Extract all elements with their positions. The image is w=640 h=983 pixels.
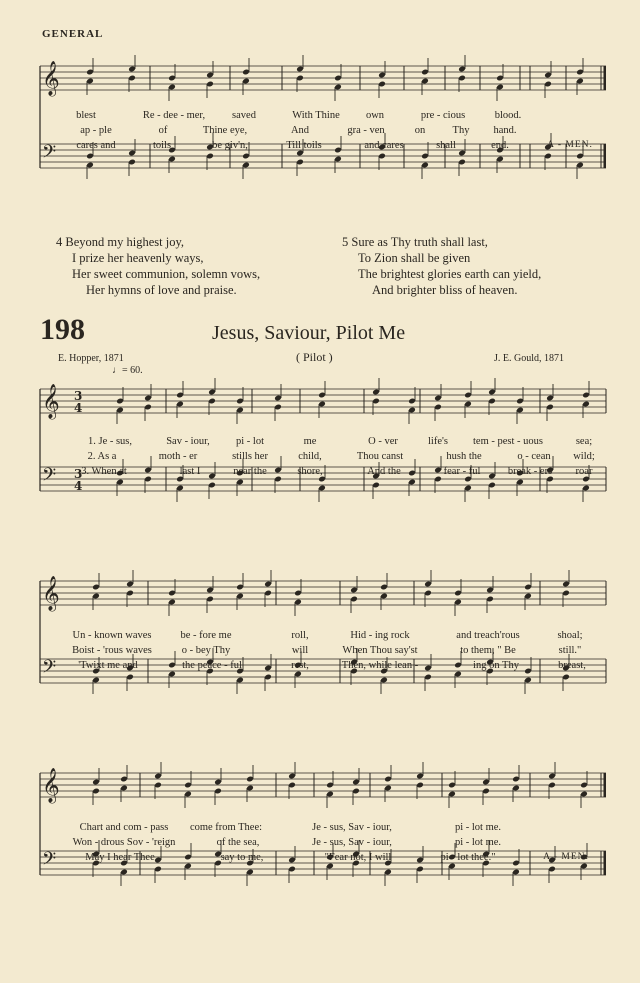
verse-number: 4 xyxy=(56,235,63,249)
lyric-syllable: Hid - ing rock xyxy=(350,630,410,641)
verse-line: The brightest glories earth can yield, xyxy=(358,267,542,281)
lyric-syllable: blood. xyxy=(494,110,522,121)
treble-clef-icon: 𝄞 xyxy=(42,61,60,96)
lyric-syllable: Till toils xyxy=(286,140,322,151)
lyric-syllable: And xyxy=(290,125,310,136)
lyric-syllable: blest xyxy=(76,110,96,121)
lyric-syllable: sea; xyxy=(575,436,593,447)
lyric-syllable: pre - cious xyxy=(420,110,466,121)
hymn-title: Jesus, Saviour, Pilot Me xyxy=(212,322,406,344)
final-barline xyxy=(604,66,607,90)
lyric-syllable: breast, xyxy=(558,660,586,671)
lyric-syllable: and cares xyxy=(364,140,404,151)
final-barline xyxy=(604,144,607,168)
verse-4 xyxy=(56,234,260,298)
lyric-syllable: ap - ple xyxy=(80,125,112,136)
lyric-syllable: moth - er xyxy=(158,451,198,462)
verse-line: And brighter bliss of heaven. xyxy=(372,283,518,297)
lyric-syllable: When Thou say'st xyxy=(342,645,418,656)
lyric-syllable: come from Thee: xyxy=(189,822,263,833)
lyric-syllable: Sav - iour, xyxy=(166,436,210,447)
bass-clef-icon: 𝄢 xyxy=(42,657,57,682)
lyric-syllable: Un - known waves xyxy=(72,630,152,641)
lyric-syllable: will xyxy=(291,645,309,656)
lyric-syllable: Then, while lean - xyxy=(341,660,419,671)
lyric-syllable: child, xyxy=(298,451,322,462)
lyric-syllable: toils xyxy=(152,140,172,151)
lyric-syllable: pi - lot xyxy=(236,436,264,447)
lyric-syllable: roar xyxy=(575,466,593,477)
lyric-syllable: roll, xyxy=(291,630,309,641)
lyric-syllable: Thou canst xyxy=(356,451,404,462)
bass-clef-icon: 𝄢 xyxy=(42,849,57,874)
verse-line: Her sweet communion, solemn vows, xyxy=(72,267,261,281)
lyric-syllable: own xyxy=(365,110,385,121)
lyric-syllable: hush the xyxy=(446,451,482,462)
lyric-syllable: still." xyxy=(558,645,582,656)
lyric-syllable: O - ver xyxy=(368,436,398,447)
lyric-syllable: end. xyxy=(491,140,509,151)
lyric-syllable: Thine eye, xyxy=(202,125,248,136)
lyric-syllable: Boist - 'rous waves xyxy=(72,645,152,656)
verse-line: Sure as Thy truth shall last, xyxy=(351,235,488,249)
lyric-syllable: of xyxy=(158,125,168,136)
lyric-syllable: pi - lot thee." xyxy=(440,852,496,863)
amen-label: A - MEN. xyxy=(547,140,593,150)
lyric-syllable: 3. When at xyxy=(81,466,127,477)
lyric-syllable: 'Twixt me and xyxy=(78,660,138,671)
time-signature: 3 xyxy=(74,389,83,403)
lyric-syllable: 2. As a xyxy=(87,451,117,462)
lyric-syllable: ing on Thy xyxy=(473,660,519,671)
lyric-syllable: May I hear Thee xyxy=(85,852,155,863)
lyric-syllable: Je - sus, Sav - iour, xyxy=(312,822,392,833)
treble-clef-icon: 𝄞 xyxy=(42,768,60,803)
tempo-mark: ♩= 60. xyxy=(112,365,143,376)
lyric-syllable: Thy xyxy=(452,125,470,136)
lyric-syllable: me xyxy=(303,436,317,447)
lyric-syllable: to them, " Be xyxy=(460,645,516,656)
lyric-syllable: gra - ven xyxy=(347,125,385,136)
bass-clef-icon: 𝄢 xyxy=(42,465,57,490)
lyric-syllable: o - bey Thy xyxy=(181,645,231,656)
lyric-syllable: life's xyxy=(428,436,448,447)
lyric-syllable: And the xyxy=(367,466,401,477)
verse-number: 5 xyxy=(342,235,349,249)
tune-name: ( Pilot ) xyxy=(296,350,333,364)
lyric-syllable: say to me, xyxy=(220,852,264,863)
lyric-syllable: 1. Je - sus, xyxy=(87,436,133,447)
lyric-syllable: tem - pest - uous xyxy=(473,436,543,447)
lyric-syllable: rest, xyxy=(291,660,309,671)
amen-label: A - MEN. xyxy=(543,852,589,862)
lyric-syllable: Won - drous Sov - 'reign xyxy=(72,837,176,848)
lyric-syllable: be - fore me xyxy=(180,630,232,641)
lyric-syllable: hand. xyxy=(493,125,517,136)
time-signature: 4 xyxy=(74,479,83,493)
treble-clef-icon: 𝄞 xyxy=(42,384,60,419)
lyric-syllable: wild; xyxy=(573,451,595,462)
lyric-syllable: cares and xyxy=(76,140,116,151)
verse-line: To Zion shall be given xyxy=(358,251,471,265)
lyric-syllable: the peace - ful xyxy=(182,660,242,671)
lyric-syllable: Re - dee - mer, xyxy=(142,110,206,121)
lyric-syllable: saved xyxy=(232,110,256,121)
time-signature: 4 xyxy=(74,401,83,415)
lyric-syllable: Chart and com - pass xyxy=(79,822,169,833)
author-credit: E. Hopper, 1871 xyxy=(58,353,124,364)
lyric-syllable: pi - lot me. xyxy=(454,837,502,848)
verse-line: Her hymns of love and praise. xyxy=(86,283,237,297)
lyric-syllable: pi - lot me. xyxy=(454,822,502,833)
lyric-syllable: o - cean xyxy=(517,451,551,462)
lyric-syllable: break - ers xyxy=(507,466,553,477)
lyric-syllable: stills her xyxy=(232,451,268,462)
lyric-syllable: Je - sus, Sav - iour, xyxy=(312,837,392,848)
lyric-syllable: shore, xyxy=(297,466,323,477)
composer-credit: J. E. Gould, 1871 xyxy=(494,353,564,364)
verse-line: Beyond my highest joy, xyxy=(65,235,185,249)
lyric-syllable: last I xyxy=(179,466,201,477)
time-signature: 3 xyxy=(74,467,83,481)
lyric-syllable: "Fear not, I will xyxy=(324,852,392,863)
final-barline xyxy=(604,851,607,875)
lyric-syllable: of the sea, xyxy=(216,837,260,848)
lyric-syllable: fear - ful xyxy=(443,466,481,477)
section-header: GENERAL xyxy=(42,28,104,40)
lyric-syllable: on xyxy=(414,125,426,136)
lyric-syllable: shoal; xyxy=(557,630,583,641)
bass-clef-icon: 𝄢 xyxy=(42,142,57,167)
final-barline xyxy=(604,773,607,797)
lyric-syllable: With Thine xyxy=(292,110,340,121)
lyric-syllable: shall xyxy=(436,140,456,151)
lyric-syllable: near the xyxy=(233,466,267,477)
verse-5 xyxy=(342,234,541,298)
lyric-syllable: and treach'rous xyxy=(456,630,520,641)
verse-line: I prize her heavenly ways, xyxy=(72,251,204,265)
hymn-number: 198 xyxy=(40,313,85,346)
lyric-syllable: be giv'n, xyxy=(212,140,248,151)
treble-clef-icon: 𝄞 xyxy=(42,576,60,611)
